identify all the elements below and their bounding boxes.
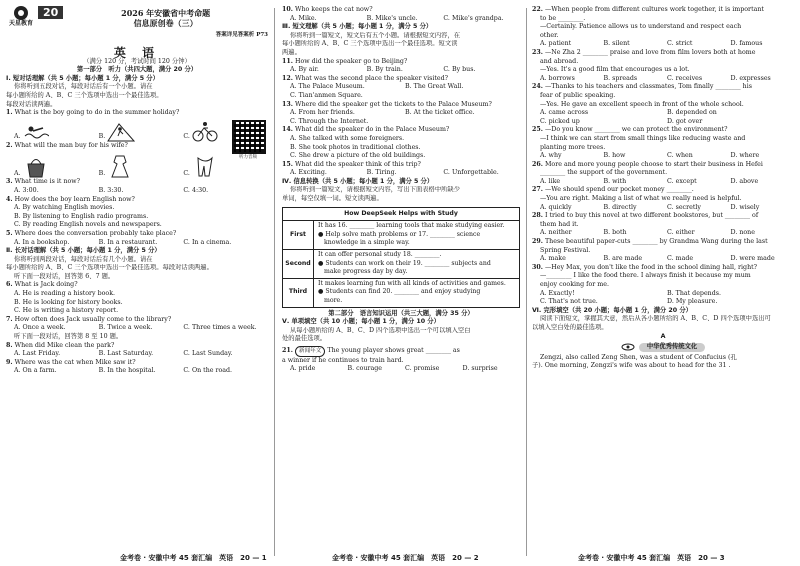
option-d[interactable]: D. wisely <box>730 203 760 211</box>
option-c[interactable]: C. promise <box>405 365 440 373</box>
section-1-instructions <box>6 83 268 109</box>
instruction-line: 单词，每空仅填一词。短文读两遍。 <box>282 195 383 203</box>
question-7: 7. How often does Jack usually come to the library? A. Once a week. B. Twice a week. C. Three times a week. <box>6 316 268 333</box>
option-d[interactable]: D. My pleasure. <box>667 298 718 306</box>
option-b[interactable]: B. By train. <box>366 66 403 74</box>
option-c-picture[interactable]: C. <box>183 120 268 142</box>
option-d[interactable]: D. where <box>730 152 760 160</box>
question-1 <box>6 109 268 142</box>
option-b[interactable]: B. Mike's uncle. <box>366 14 418 22</box>
table-row <box>283 279 519 307</box>
question-30: 30. —Hey Max, you don't like the food in the school dining hall, right? —________ I like the food there. I always finish it because my mum enjoy cooking for me. A. Exactly! B. That depends. C. That's not true. D. My pleasure. <box>532 264 794 307</box>
option-c[interactable]: C. secretly <box>667 203 701 211</box>
table-cell-line: more. <box>324 297 343 304</box>
option-c[interactable]: C. except <box>667 177 697 185</box>
table-row <box>283 250 519 279</box>
option-b[interactable]: B. both <box>603 229 627 237</box>
qr-code[interactable] <box>232 120 266 154</box>
question-8: 8. When did Mike clean the park? A. Last Friday. B. Last Saturday. C. Last Sunday. <box>6 342 268 359</box>
option-d[interactable]: D. surprise <box>462 365 498 373</box>
answer-reference: 答案详见答案析 P73 <box>215 32 268 38</box>
table-row <box>283 221 519 250</box>
instruction-line: 处的最佳选项。 <box>282 335 327 343</box>
footer-text: 金考卷 · 安徽中考 45 套汇编 英语 <box>578 554 692 562</box>
option-c[interactable]: C. On the road. <box>183 367 233 375</box>
instruction-line: 从每小题所给的 A、B、C、D 四个选项中选出一个可以填入空白 <box>290 326 471 334</box>
question-5: 5. Where does the conversation probably take place? A. In a bookshop. B. In a restaurant. C. In a cinema. <box>6 230 268 247</box>
passage-line: 子). One morning, Zengzi's wife was about to head for the 31 . <box>532 362 731 370</box>
option-c[interactable]: C. That's not true. <box>540 298 598 306</box>
option-a[interactable]: A. came across <box>540 109 589 117</box>
section-1-heading: Ⅰ. 短对话理解（共 5 小题；每小题 1 分，满分 5 分） <box>6 74 159 82</box>
option-a[interactable]: A. By air. <box>290 66 319 74</box>
option-a[interactable]: A. He is reading a history book. <box>14 290 116 298</box>
footer-1 <box>120 553 267 563</box>
option-a[interactable]: A. Exciting. <box>290 169 327 177</box>
question-23: 23. —Ne Zha 2 ________ praise and love from film lovers both at home and abroad. —Yes. It's a good film that encourages us a lot. A. borrows B. spreads C. receives D. expresses <box>532 49 794 83</box>
option-b-picture[interactable]: B. <box>99 154 184 178</box>
score-note: （满分 120 分，考试时间 120 分钟） <box>83 57 191 65</box>
option-a-picture[interactable]: A. <box>14 122 99 142</box>
option-b[interactable]: B. how <box>603 152 626 160</box>
question-9: 9. Where was the cat when Mike saw it? A. On a farm. B. In the hospital. C. On the road. <box>6 359 268 376</box>
option-a[interactable]: A. make <box>540 255 566 263</box>
option-b[interactable]: B. are made <box>603 255 643 263</box>
option-a[interactable]: A. Last Friday. <box>14 350 61 358</box>
option-c[interactable]: C. She drew a picture of the old buildings. <box>290 152 426 160</box>
option-c[interactable]: C. either <box>667 229 695 237</box>
option-a[interactable]: A. From her friends. <box>290 109 355 117</box>
option-c[interactable]: C. made <box>667 255 694 263</box>
passage-tag-text: 中华优秀传统文化 <box>639 343 705 352</box>
option-b[interactable]: B. The Great Wall. <box>405 83 464 91</box>
option-a[interactable]: A. quickly <box>540 203 572 211</box>
option-b[interactable]: B. with <box>603 177 627 185</box>
scarf-icon <box>192 154 218 178</box>
part-1-heading: 第一部分 听力（共四大题，满分 20 分） <box>76 66 198 74</box>
question-29: 29. These beautiful paper-cuts ________ by Grandma Wang during the last Spring Festival. A. make B. are made C. made D. were made <box>532 238 794 264</box>
instruction-line: 听下面一段对话，回答第 8 至 10 题。 <box>14 333 123 341</box>
footer-text: 金考卷 · 安徽中考 45 套汇编 英语 <box>332 554 446 562</box>
swimming-icon <box>23 122 49 142</box>
footer-text: 金考卷 · 安徽中考 45 套汇编 英语 <box>120 554 234 562</box>
option-c[interactable]: C. receives <box>667 74 703 82</box>
option-b[interactable]: B. In the hospital. <box>98 367 156 375</box>
option-b[interactable]: B. courage <box>347 365 383 373</box>
question-12: 12. What was the second place the speaker visited? A. The Palace Museum. B. The Great Wall. C. Tian'anmen Square. <box>282 75 520 101</box>
qr-caption: 听力音频 <box>239 155 257 160</box>
column-divider <box>274 8 275 556</box>
footer-3 <box>578 553 725 563</box>
option-a[interactable]: A. pride <box>290 365 316 373</box>
title-line-2: 信息原创卷（三） <box>133 18 198 28</box>
dress-icon <box>107 154 133 178</box>
culture-icon <box>621 343 635 351</box>
option-b[interactable]: B. He is looking for history books. <box>14 298 123 306</box>
instruction-line: 你将听到一篇短文，请根据短文内容，写出下面表格中所缺少 <box>290 186 461 194</box>
option-c[interactable]: C. Tian'anmen Square. <box>290 91 363 99</box>
page-badge: 20 <box>38 6 63 19</box>
table-cell-line[interactable]: ● Students can work on their 19. ________ subjects and <box>318 259 491 267</box>
instruction-line: 听下面一段对话，回答第 6、7 题。 <box>14 272 115 280</box>
brand-name: 天星教育 <box>8 20 33 27</box>
question-26: 26. More and more young people choose to start their business in Hefei ________ the support of the government. A. like B. with C. except D. above <box>532 161 794 187</box>
section-3-heading: Ⅲ. 短文理解（共 5 小题；每小题 1 分，满分 5 分） <box>282 23 433 31</box>
instruction-line: 以填入空白处的最佳选项。 <box>532 323 608 331</box>
page-number: 20 — 2 <box>452 554 479 562</box>
table-cell-line[interactable]: ● Help solve math problems or 17. ________ science <box>318 230 481 238</box>
option-c[interactable]: C. strict <box>667 40 693 48</box>
question-22: 22. —When people from different cultures work together, it is important to be ________. —Certainly. Patience allows us to understand and respect each other. A. patient B. silent C. strict D. famous <box>532 6 794 49</box>
question-11: 11. How did the speaker go to Beijing? A. By air. B. By train. C. By bus. <box>282 58 520 75</box>
column-3 <box>532 6 794 371</box>
paper-title <box>63 6 268 40</box>
question-25: 25. —Do you know ________ we can protect the environment? —I think we can start from small things like reducing waste and planting more trees. A. why B. how C. when D. where <box>532 126 794 160</box>
option-d[interactable]: D. above <box>730 177 759 185</box>
instruction-line: 每小题所给的 A、B、C 三个选项中选出一个最佳选项。短文读 <box>282 40 458 48</box>
option-b[interactable]: B. In a restaurant. <box>98 238 158 246</box>
question-10: 10. Who keeps the cat now? A. Mike. B. Mike's uncle. C. Mike's grandpa. <box>282 6 520 23</box>
option-c[interactable]: C. In a cinema. <box>183 238 232 246</box>
question-24: 24. —Thanks to his teachers and classmates, Tom finally ________ his fear of public speaking. —Yes. He gave an excellent speech in front of the whole school. A. came across B. depended on C. picked up D. got over <box>532 83 794 126</box>
info-table <box>282 207 520 308</box>
option-b[interactable]: B. directly <box>603 203 637 211</box>
row-label: First <box>283 221 314 249</box>
part-2-heading: 第二部分 语言知识运用（共三大题，满分 35 分） <box>328 309 474 317</box>
table-cell-line: make progress day by day. <box>324 268 408 276</box>
option-c[interactable]: C. Three times a week. <box>183 324 257 332</box>
passage-tag <box>532 343 794 352</box>
table-title: How DeepSeek Helps with Study <box>283 208 519 222</box>
option-a-picture[interactable]: A. <box>14 154 99 178</box>
option-b-picture[interactable]: B. <box>99 120 184 142</box>
option-a[interactable]: A. On a farm. <box>14 367 57 375</box>
option-a[interactable]: A. 3:00. <box>14 186 39 194</box>
table-cell-line: It makes learning fun with all kinds of activities and games. <box>318 279 506 287</box>
passage-label: A <box>660 332 666 340</box>
option-d[interactable]: D. were made <box>730 255 775 263</box>
option-b[interactable]: B. She took photos in traditional clothes. <box>290 143 421 151</box>
option-c[interactable]: C. 4:30. <box>183 186 209 194</box>
section-5-heading: Ⅴ. 单项填空（共 10 小题；每小题 1 分，满分 10 分） <box>282 318 440 326</box>
option-a[interactable]: A. Mike. <box>290 14 317 22</box>
option-c[interactable]: C. He is writing a history report. <box>14 307 119 315</box>
passage-line: Zengzi, also called Zeng Shen, was a student of Confucius (孔 <box>540 353 737 361</box>
question-text: a winner if he continues to train hard. <box>282 356 404 364</box>
question-text: What will the man buy for his wife? <box>14 141 128 149</box>
footer-2 <box>332 553 479 563</box>
option-a[interactable]: A. like <box>540 177 561 185</box>
page-number: 20 — 1 <box>240 554 267 562</box>
section-2-heading: Ⅱ. 长对话理解（共 5 小题；每小题 1 分，满分 5 分） <box>6 247 161 255</box>
header <box>6 6 268 46</box>
option-a[interactable]: A. Exactly! <box>540 289 575 297</box>
table-cell-line[interactable]: ● Students can find 20. ________ and enjoy studying <box>318 288 481 296</box>
question-27: 27. —We should spend our pocket money ________. —You are right. Making a list of what we really need is helpful. A. quickly B. directly C. secretly D. wisely <box>532 186 794 212</box>
row-label: Third <box>283 279 314 307</box>
cycling-icon <box>192 120 218 142</box>
option-b[interactable]: B. 3:30. <box>98 186 124 194</box>
question-number: 2. <box>6 141 13 149</box>
question-21: 21. 新闻年文 The young player shows great ________ as a winner if he continues to train hard. A. pride B. courage C. promise D. surprise <box>282 346 520 374</box>
instruction-line: 你将听到两段对话，每段对话后有几个小题。请在 <box>14 255 153 263</box>
option-b[interactable]: B. At the ticket office. <box>405 109 475 117</box>
page-number: 20 — 3 <box>698 554 725 562</box>
option-a[interactable]: A. The Palace Museum. <box>290 83 365 91</box>
option-b[interactable]: B. spreads <box>603 74 638 82</box>
option-c-picture[interactable]: C. <box>183 154 268 178</box>
question-13: 13. Where did the speaker get the tickets to the Palace Museum? A. From her friends. B. At the ticket office. C. Through the Internet. <box>282 101 520 127</box>
instruction-line: 每小题所给的 A、B、C 三个选项中选出一个最佳选项。 <box>6 91 163 99</box>
option-c[interactable]: C. when <box>667 152 693 160</box>
option-b[interactable]: B. That depends. <box>667 289 722 297</box>
table-cell-line[interactable]: It can offer personal study 18. ________. <box>318 251 442 259</box>
section-6-heading: Ⅵ. 完形填空（共 20 小题；每小题 1 分，满分 20 分） <box>532 306 692 314</box>
question-4: 4. How does the boy learn English now? A. By watching English movies. B. By listening to English radio programs. C. By reading English novels and newspapers. <box>6 196 268 230</box>
row-label: Second <box>283 250 314 278</box>
option-b[interactable]: B. By listening to English radio programs. <box>14 212 149 220</box>
option-a[interactable]: A. Once a week. <box>14 324 66 332</box>
section-4-heading: Ⅳ. 信息转换（共 5 小题；每小题 1 分，满分 5 分） <box>282 177 434 185</box>
option-d[interactable]: D. famous <box>730 40 763 48</box>
option-a[interactable]: A. neither <box>540 229 572 237</box>
option-c[interactable]: C. Unforgettable. <box>443 169 499 177</box>
instruction-line: 你将听到五段对话，每段对话后有一个小题。请在 <box>14 83 153 91</box>
question-2 <box>6 142 268 179</box>
option-c[interactable]: C. By reading English novels and newspapers. <box>14 221 162 229</box>
option-a[interactable]: A. borrows <box>540 74 575 82</box>
instruction-line: 每小题所给的 A、B、C 三个选项中选出一个最佳选项。每段对话读两遍。 <box>6 264 213 272</box>
option-d[interactable]: D. expresses <box>730 74 771 82</box>
instruction-line: 阅读下面短文，掌握其大意，然后从各小题所给的 A、B、C、D 四个选项中选出可 <box>540 315 771 323</box>
option-c[interactable]: C. picked up <box>540 117 580 125</box>
option-a[interactable]: A. In a bookshop. <box>14 238 70 246</box>
table-cell-line: It has 16. ________ learning tools that make studying easier. <box>318 222 505 230</box>
instruction-line: 你将听到一篇短文，短文后有五个小题。请根据短文内容，在 <box>290 31 461 39</box>
option-a[interactable]: A. patient <box>540 40 572 48</box>
flower-icon <box>14 6 28 20</box>
title-line-1: 2026 年安徽省中考命题 <box>121 8 211 18</box>
option-b[interactable]: B. Tiring. <box>366 169 397 177</box>
option-a[interactable]: A. She talked with some foreigners. <box>290 134 405 142</box>
question-3: 3. What time is it now? A. 3:00. B. 3:30. C. 4:30. <box>6 178 268 195</box>
question-14: 14. What did the speaker do in the Palace Museum? A. She talked with some foreigners. B. She took photos in traditional clothes. C. She drew a picture of the old buildings. <box>282 126 520 160</box>
option-b[interactable]: B. Twice a week. <box>98 324 153 332</box>
handbag-icon <box>23 154 49 178</box>
option-c[interactable]: C. Through the Internet. <box>290 117 369 125</box>
option-b[interactable]: B. silent <box>603 40 630 48</box>
option-c[interactable]: C. Last Sunday. <box>183 350 233 358</box>
option-c[interactable]: C. Mike's grandpa. <box>443 14 504 22</box>
option-c[interactable]: C. By bus. <box>443 66 476 74</box>
option-b[interactable]: B. Last Saturday. <box>98 350 154 358</box>
option-d[interactable]: D. got over <box>667 117 703 125</box>
question-text: What is the boy going to do in the summer holiday? <box>14 109 180 117</box>
column-2 <box>282 6 520 374</box>
column-divider <box>526 8 527 556</box>
question-15: 15. What did the speaker think of this trip? A. Exciting. B. Tiring. C. Unforgettable. <box>282 161 520 178</box>
question-28: 28. I tried to buy this novel at two different bookstores, but ________ of them had it. A. neither B. both C. either D. none <box>532 212 794 238</box>
question-number: 1. <box>6 109 13 117</box>
option-a[interactable]: A. By watching English movies. <box>14 204 115 212</box>
option-a[interactable]: A. why <box>540 152 562 160</box>
brand-logo <box>6 6 36 29</box>
instruction-line: 两遍。 <box>282 48 301 56</box>
news-tag: 新闻年文 <box>295 346 325 357</box>
question-6: 6. What is Jack doing? A. He is reading a history book. B. He is looking for history books. C. He is writing a history report. <box>6 281 268 315</box>
table-cell-line: knowledge in a simple way. <box>324 239 410 247</box>
column-1 <box>6 6 268 376</box>
option-b[interactable]: B. depended on <box>667 109 717 117</box>
instruction-line: 每段对话读两遍。 <box>6 100 57 108</box>
subject-title: 英 语 <box>113 46 161 60</box>
option-d[interactable]: D. none <box>730 229 755 237</box>
question-1-pictures <box>6 118 268 142</box>
mountain-climbing-icon <box>107 120 135 142</box>
